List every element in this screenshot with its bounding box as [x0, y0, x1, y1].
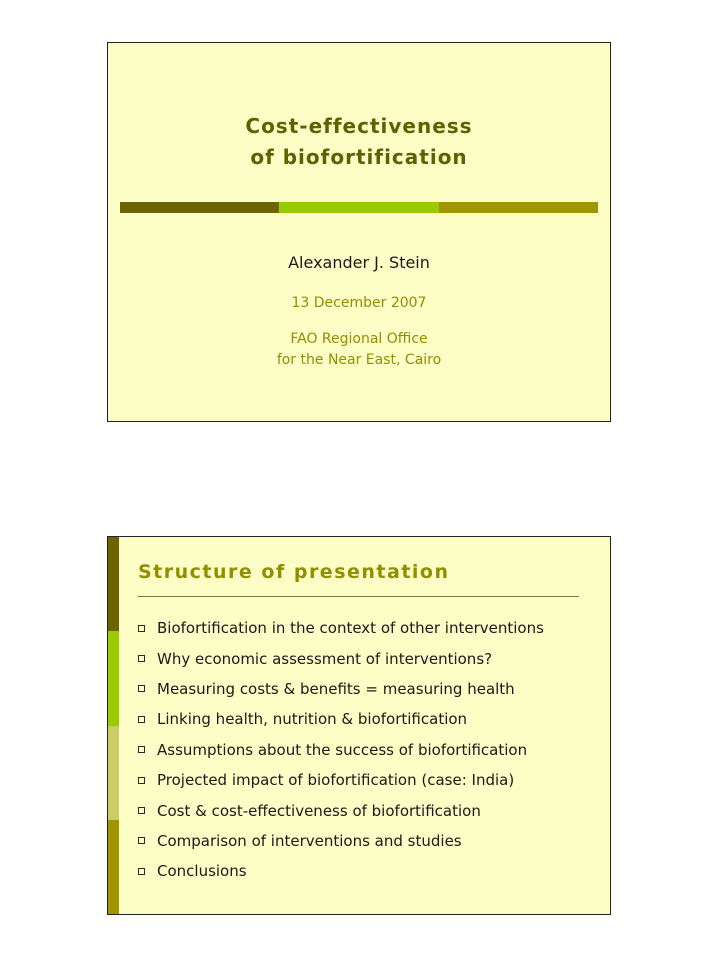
sidebar-segment-3: [108, 726, 119, 820]
outline-item-text: Why economic assessment of interventions?: [157, 649, 493, 668]
presentation-date: 13 December 2007: [291, 295, 427, 311]
slide-title-line-1: Cost-effectiveness: [245, 114, 473, 138]
slide-title-line-2: of biofortification: [250, 145, 468, 169]
outline-item-text: Comparison of interventions and studies: [157, 831, 462, 850]
outline-item-text: Conclusions: [157, 862, 247, 881]
outline-list: [138, 613, 608, 887]
color-bar-segment-1: [120, 202, 279, 213]
sidebar-segment-4: [108, 820, 119, 914]
outline-item: [138, 795, 608, 825]
square-bullet-icon: [138, 655, 145, 662]
author-name: Alexander J. Stein: [288, 253, 430, 272]
outline-item: [138, 735, 608, 765]
outline-item: [138, 643, 608, 673]
square-bullet-icon: [138, 625, 145, 632]
outline-item-text: Measuring costs & benefits = measuring health: [157, 679, 515, 698]
outline-item: [138, 613, 608, 643]
sidebar-segment-2: [108, 631, 119, 725]
slide-sidebar-accent: [108, 537, 119, 914]
outline-item: [138, 856, 608, 886]
outline-item-text: Assumptions about the success of biofortification: [157, 740, 528, 759]
outline-item: [138, 704, 608, 734]
venue: [108, 329, 610, 371]
outline-item-text: Biofortification in the context of other interventions: [157, 619, 544, 638]
square-bullet-icon: [138, 807, 145, 814]
square-bullet-icon: [138, 716, 145, 723]
slide-title: [108, 111, 610, 173]
color-bar-segment-3: [439, 202, 598, 213]
slide-heading: Structure of presentation: [138, 561, 450, 583]
color-bar-segment-2: [279, 202, 438, 213]
square-bullet-icon: [138, 868, 145, 875]
heading-underline: [138, 596, 579, 597]
structure-slide: [107, 536, 611, 915]
outline-item: [138, 826, 608, 856]
outline-item-text: Linking health, nutrition & biofortification: [157, 710, 468, 729]
square-bullet-icon: [138, 837, 145, 844]
square-bullet-icon: [138, 746, 145, 753]
square-bullet-icon: [138, 777, 145, 784]
square-bullet-icon: [138, 685, 145, 692]
venue-line-1: FAO Regional Office: [290, 331, 428, 347]
outline-item: [138, 765, 608, 795]
outline-item: [138, 674, 608, 704]
title-slide: [107, 42, 611, 422]
sidebar-segment-1: [108, 537, 119, 631]
venue-line-2: for the Near East, Cairo: [276, 352, 442, 368]
color-bar-divider: [120, 202, 598, 213]
outline-item-text: Projected impact of biofortification (case: India): [157, 771, 515, 790]
outline-item-text: Cost & cost-effectiveness of biofortification: [157, 801, 481, 820]
